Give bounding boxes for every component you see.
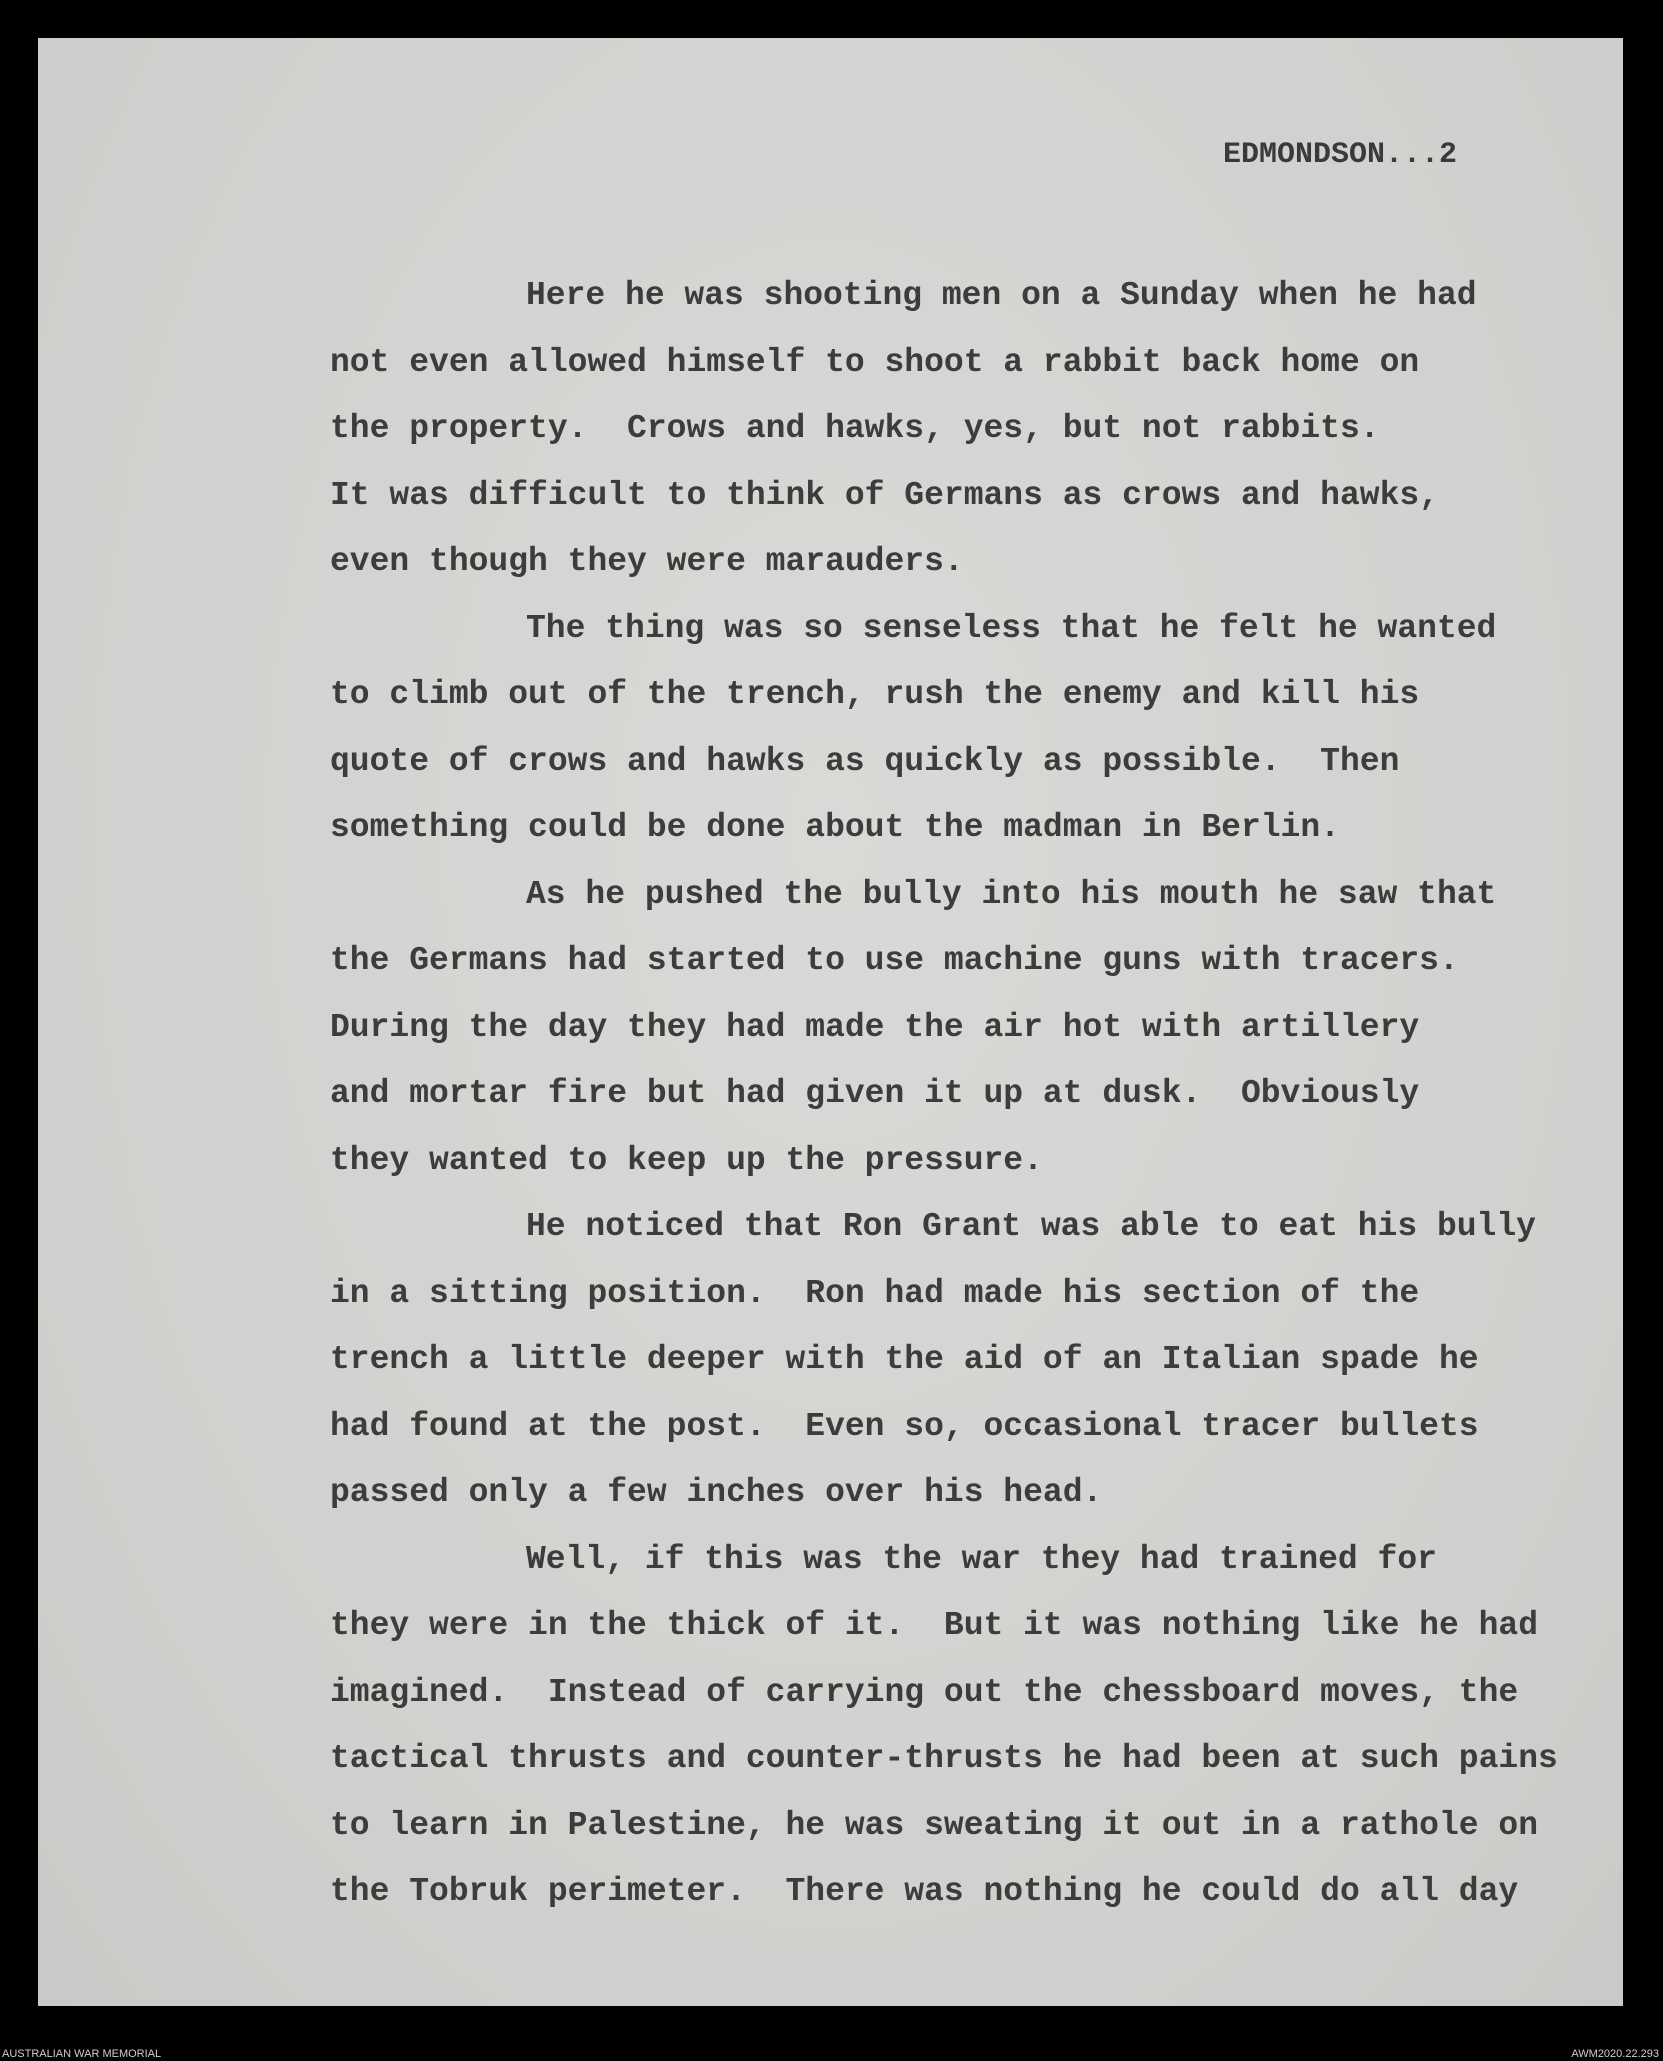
text-line: the Germans had started to use machine guns with tracers. [330,942,1459,979]
text-line: to climb out of the trench, rush the enemy and kill his [330,676,1420,713]
page-header-reference: EDMONDSON...2 [1223,138,1458,172]
archive-credit: AUSTRALIAN WAR MEMORIAL [2,2048,162,2060]
text-line: to learn in Palestine, he was sweating it out in a rathole on [330,1806,1538,1844]
text-line: It was difficult to think of Germans as crows and hawks, [330,476,1439,514]
text-line: not even allowed himself to shoot a rabbit back home on [330,343,1420,381]
archive-reference-number: AWM2020.22.293 [1571,2048,1659,2060]
typed-body-text [330,263,1620,1926]
text-line: tactical thrusts and counter-thrusts he had been at such pains [330,1740,1558,1777]
text-line: Here he was shooting men on a Sunday when he had [526,277,1477,314]
text-line: He noticed that Ron Grant was able to eat his bully [526,1208,1536,1245]
text-line: even though they were marauders. [330,543,964,580]
text-line: As he pushed the bully into his mouth he saw that [526,875,1497,913]
text-line: and mortar fire but had given it up at dusk. Obviously [330,1075,1420,1112]
text-line: something could be done about the madman in Berlin. [330,809,1340,846]
text-line: During the day they had made the air hot with artillery [330,1008,1420,1046]
text-line: had found at the post. Even so, occasional tracer bullets [330,1407,1479,1445]
text-line: passed only a few inches over his head. [330,1474,1103,1511]
text-line: imagined. Instead of carrying out the chessboard moves, the [330,1673,1519,1711]
text-line: they were in the thick of it. But it was nothing like he had [330,1607,1538,1644]
typed-page [38,38,1623,2006]
text-line: quote of crows and hawks as quickly as possible. Then [330,742,1400,780]
text-line: trench a little deeper with the aid of an Italian spade he [330,1341,1479,1378]
text-line: the property. Crows and hawks, yes, but not rabbits. [330,410,1380,447]
text-line: Well, if this was the war they had trained for [526,1540,1437,1578]
text-line: the Tobruk perimeter. There was nothing he could do all day [330,1873,1519,1910]
text-line: they wanted to keep up the pressure. [330,1141,1043,1179]
text-line: in a sitting position. Ron had made his section of the [330,1274,1420,1312]
text-line: The thing was so senseless that he felt he wanted [526,609,1497,647]
